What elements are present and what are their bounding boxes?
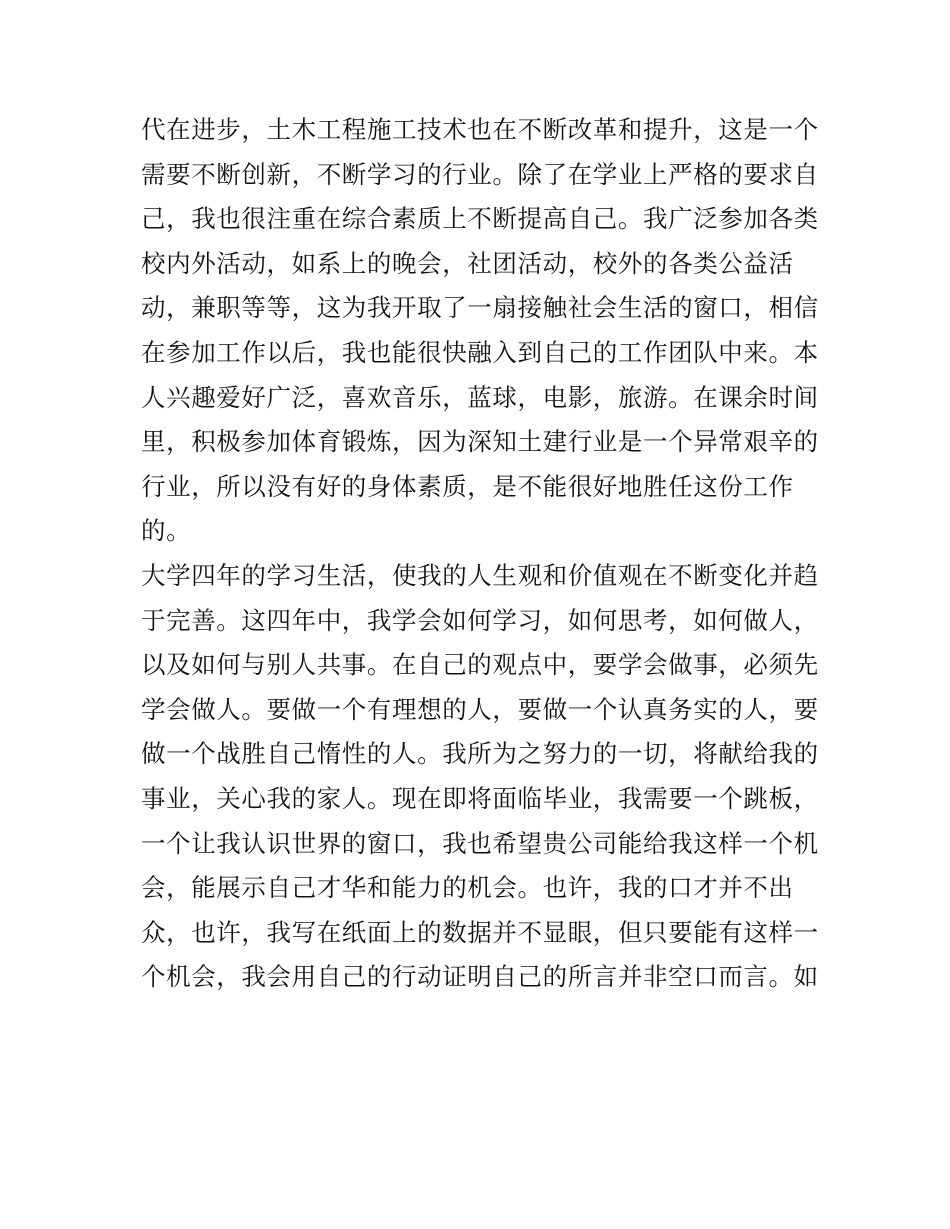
text-line: 个机会，我会用自己的行动证明自己的所言并非空口而言。如 — [141, 962, 819, 992]
text-line: 一个让我认识世界的窗口，我也希望贵公司能给我这样一个机 — [141, 828, 819, 858]
text-line: 在参加工作以后，我也能很快融入到自己的工作团队中来。本 — [141, 337, 819, 367]
text-line: 会，能展示自己才华和能力的机会。也许，我的口才并不出 — [141, 873, 794, 903]
text-line: 以及如何与别人共事。在自己的观点中，要学会做事，必须先 — [141, 650, 819, 680]
text-line: 人兴趣爱好广泛，喜欢音乐，蓝球，电影，旅游。在课余时间 — [141, 382, 819, 412]
body-text — [141, 108, 821, 1000]
text-line: 己，我也很注重在综合素质上不断提高自己。我广泛参加各类 — [141, 204, 819, 234]
text-line: 动，兼职等等，这为我开取了一扇接触社会生活的窗口，相信 — [141, 293, 819, 323]
text-line: 校内外活动，如系上的晚会，社团活动，校外的各类公益活 — [141, 248, 794, 278]
text-line: 里，积极参加体育锻炼，因为深知土建行业是一个异常艰辛的 — [141, 427, 819, 457]
text-line: 大学四年的学习生活，使我的人生观和价值观在不断变化并趋 — [141, 560, 819, 590]
text-line: 事业，关心我的家人。现在即将面临毕业，我需要一个跳板， — [141, 783, 819, 813]
text-line: 行业，所以没有好的身体素质，是不能很好地胜任这份工作 — [141, 471, 794, 501]
text-line: 的。 — [141, 516, 192, 546]
text-line: 需要不断创新，不断学习的行业。除了在学业上严格的要求自 — [141, 159, 819, 189]
text-line: 于完善。这四年中，我学会如何学习，如何思考，如何做人， — [141, 605, 819, 635]
text-line: 做一个战胜自己惰性的人。我所为之努力的一切，将献给我的 — [141, 739, 819, 769]
text-line: 众，也许，我写在纸面上的数据并不显眼，但只要能有这样一 — [141, 917, 819, 947]
text-line: 代在进步，土木工程施工技术也在不断改革和提升，这是一个 — [141, 115, 819, 144]
text-line: 学会做人。要做一个有理想的人，要做一个认真务实的人，要 — [141, 694, 819, 724]
